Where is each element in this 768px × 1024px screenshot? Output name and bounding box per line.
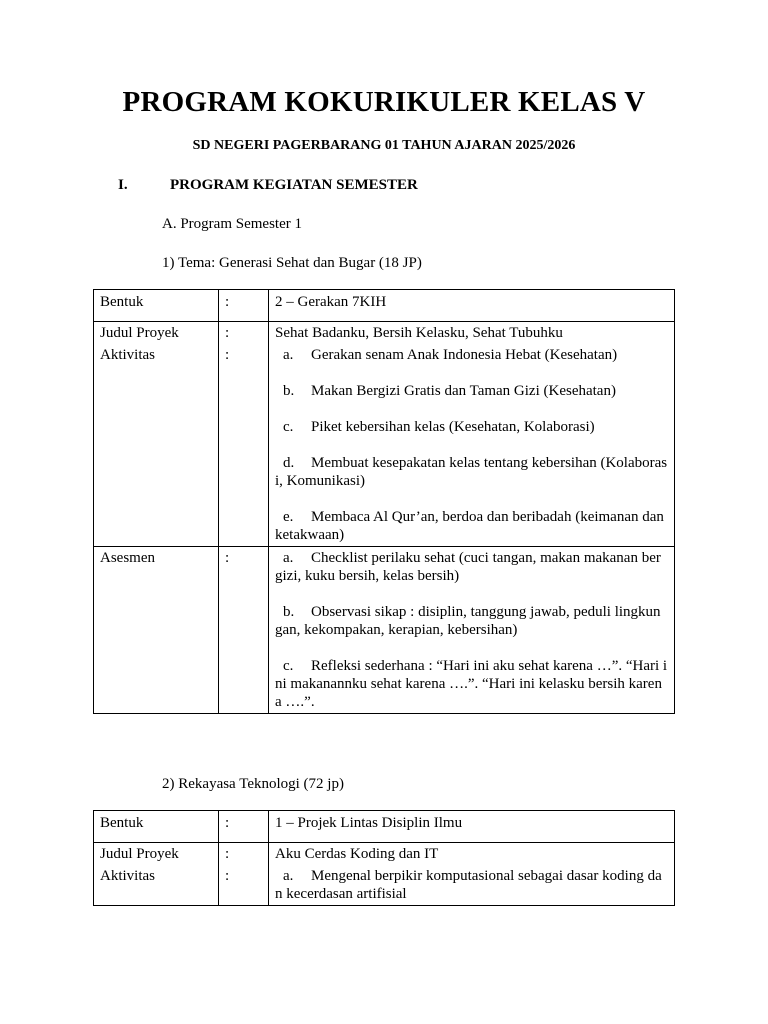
- section-number: I.: [118, 177, 128, 193]
- colon: :: [219, 865, 269, 906]
- asesmen-label: Asesmen: [94, 547, 219, 714]
- table-row-judul: [94, 322, 675, 345]
- colon: :: [219, 344, 269, 547]
- list-item: a. Mengenal berpikir komputasional sebagai dasar koding dan kecerdasan artifisial: [275, 868, 662, 902]
- section-title: PROGRAM KEGIATAN SEMESTER: [170, 177, 418, 193]
- list-item: c. Refleksi sederhana : “Hari ini aku sehat karena …”. “Hari ini makanannku sehat karena ….”. “Hari ini kelasku bersih karena ….”.: [275, 658, 668, 710]
- theme1-heading: 1) Tema: Generasi Sehat dan Bugar (18 JP): [162, 255, 422, 271]
- table-row-bentuk: [94, 290, 675, 322]
- theme1-table: [93, 289, 675, 714]
- colon: :: [219, 843, 269, 866]
- table-row-aktivitas: [94, 344, 675, 547]
- list-item: a. Checklist perilaku sehat (cuci tangan, makan makanan bergizi, kuku bersih, kelas bersih): [275, 550, 661, 584]
- theme2-table: [93, 810, 675, 906]
- bentuk-value: 1 – Projek Lintas Disiplin Ilmu: [269, 811, 675, 843]
- judul-label: Judul Proyek: [94, 322, 219, 345]
- aktivitas-label: Aktivitas: [94, 344, 219, 547]
- program-semester-heading: A. Program Semester 1: [162, 216, 302, 232]
- bentuk-value: 2 – Gerakan 7KIH: [269, 290, 675, 322]
- bentuk-label: Bentuk: [94, 811, 219, 843]
- table-row-bentuk: [94, 811, 675, 843]
- list-item: b. Makan Bergizi Gratis dan Taman Gizi (Kesehatan): [283, 383, 616, 399]
- table-row-aktivitas: [94, 865, 675, 906]
- document-subtitle: SD NEGERI PAGERBARANG 01 TAHUN AJARAN 2025/2026: [192, 138, 576, 153]
- theme2-heading: 2) Rekayasa Teknologi (72 jp): [162, 776, 344, 792]
- colon: :: [219, 322, 269, 345]
- table-row-asesmen: [94, 547, 675, 714]
- colon: :: [219, 811, 269, 843]
- document-title: PROGRAM KOKURIKULER KELAS V: [122, 86, 646, 118]
- colon: :: [219, 547, 269, 714]
- aktivitas-label: Aktivitas: [94, 865, 219, 906]
- bentuk-label: Bentuk: [94, 290, 219, 322]
- judul-value: Aku Cerdas Koding dan IT: [269, 843, 675, 866]
- colon: :: [219, 290, 269, 322]
- aktivitas-list: [269, 865, 675, 906]
- list-item: a. Gerakan senam Anak Indonesia Hebat (Kesehatan): [283, 347, 618, 363]
- list-item: c. Piket kebersihan kelas (Kesehatan, Kolaborasi): [283, 419, 595, 435]
- list-item: e. Membaca Al Qur’an, berdoa dan beribadah (keimanan dan ketakwaan): [275, 509, 664, 543]
- list-item: d. Membuat kesepakatan kelas tentang kebersihan (Kolaborasi, Komunikasi): [275, 455, 668, 489]
- list-item: b. Observasi sikap : disiplin, tanggung jawab, peduli lingkungan, kekompakan, kerapian, kebersihan): [275, 604, 661, 638]
- judul-label: Judul Proyek: [94, 843, 219, 866]
- table-row-judul: [94, 843, 675, 866]
- judul-value: Sehat Badanku, Bersih Kelasku, Sehat Tubuhku: [269, 322, 675, 345]
- aktivitas-list: [269, 344, 675, 547]
- asesmen-list: [269, 547, 675, 714]
